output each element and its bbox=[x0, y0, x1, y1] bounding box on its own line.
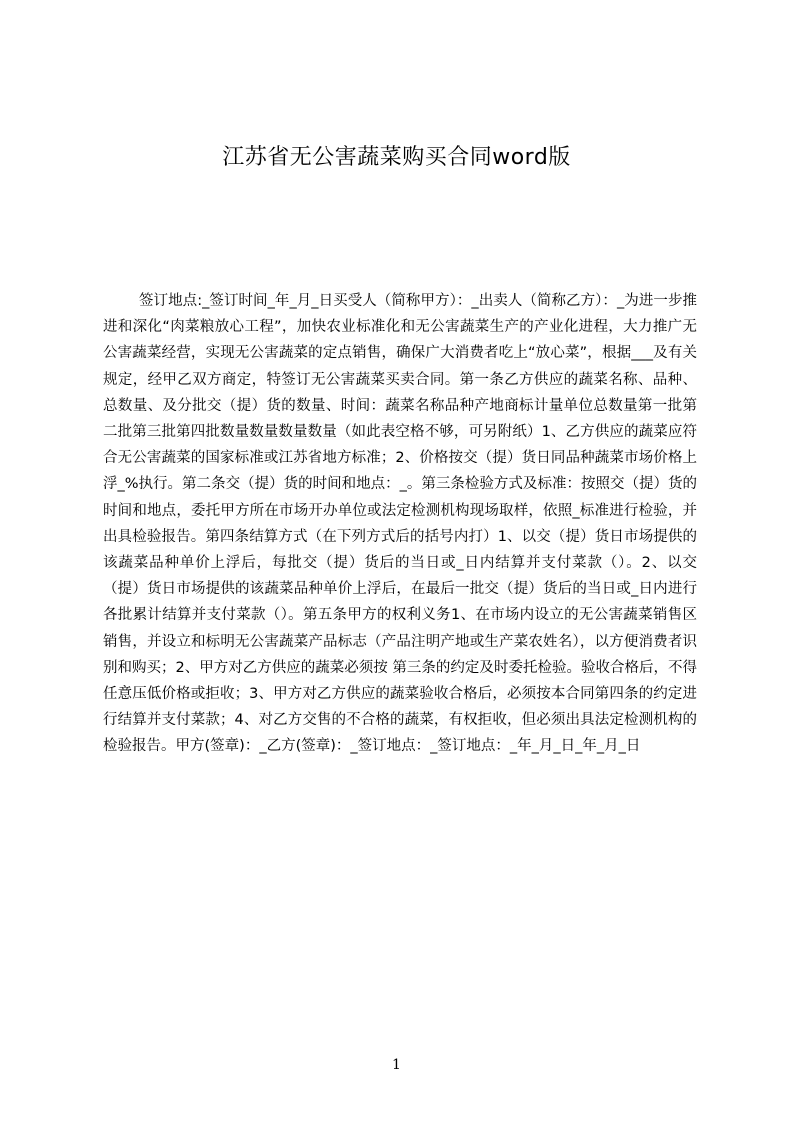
contract-body-text: 签订地点:_签订时间_年_月_日买受人（简称甲方）：_出卖人（简称乙方）：_为进一步推进和深化“肉菜粮放心工程”，加快农业标准化和无公害蔬菜生产的产业化进程，大力推广无公害蔬菜经营，实现无公害蔬菜的定点销售，确保广大消费者吃上“放心菜”，根据___及有关规定，经甲乙双方商定，特签订无公害蔬菜买卖合同。第一条乙方供应的蔬菜名称、品种、总数量、及分批交（提）货的数量、时间：蔬菜名称品种产地商标计量单位总数量第一批第二批第三批第四批数量数量数量数量（如此表空格不够，可另附纸）1、乙方供应的蔬菜应符合无公害蔬菜的国家标准或江苏省地方标准；2、价格按交（提）货日同品种蔬菜市场价格上浮_%执行。第二条交（提）货的时间和地点：_。第三条检验方式及标准：按照交（提）货的时间和地点，委托甲方所在市场开办单位或法定检测机构现场取样，依照_标准进行检验，并出具检验报告。第四条结算方式（在下列方式后的括号内打）1、以交（提）货日市场提供的该蔬菜品种单价上浮后，每批交（提）货后的当日或_日内结算并支付菜款（）。2、以交（提）货日市场提供的该蔬菜品种单价上浮后，在最后一批交（提）货后的当日或_日内进行各批累计结算并支付菜款（）。第五条甲方的权利义务1、在市场内设立的无公害蔬菜销售区销售，并设立和标明无公害蔬菜产品标志（产品注明产地或生产菜农姓名），以方便消费者识别和购买；2、甲方对乙方供应的蔬菜必须按 第三条的约定及时委托检验。验收合格后，不得任意压低价格或拒收；3、甲方对乙方供应的蔬菜验收合格后，必须按本合同第四条的约定进行结算并支付菜款；4、对乙方交售的不合格的蔬菜，有权拒收，但必须出具法定检测机构的检验报告。甲方(签章)：_乙方(签章)：_签订地点：_签订地点：_年_月_日_年_月_日 bbox=[103, 293, 697, 755]
page-number: 1 bbox=[392, 1057, 401, 1073]
page-title: 江苏省无公害蔬菜购买合同word版 bbox=[222, 145, 571, 170]
